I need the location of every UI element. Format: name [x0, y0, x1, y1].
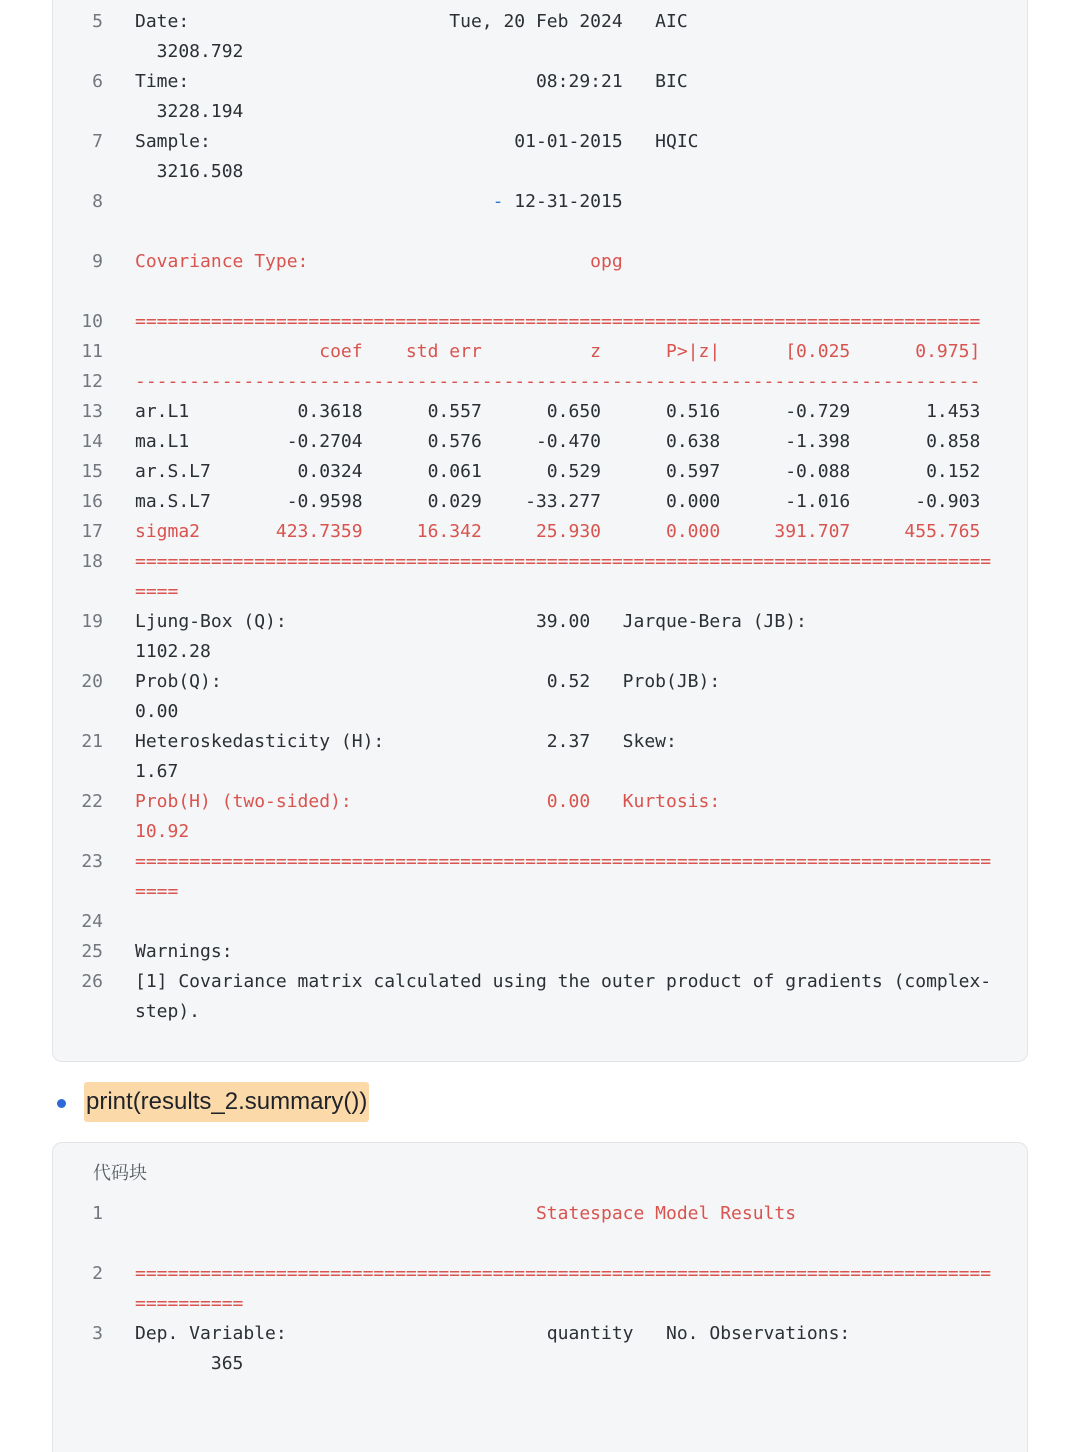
code-line: [53, 547, 1027, 577]
code-text: 0.00: [135, 701, 179, 722]
code-text: ==========: [135, 1293, 244, 1314]
code-text: [135, 187, 623, 217]
code-text: Prob(H) (two-sided): 0.00 Kurtosis:: [135, 791, 721, 812]
line-number: 5: [92, 11, 103, 32]
code-line: [53, 1199, 1027, 1229]
code-text: ===============================================================================: [135, 551, 992, 572]
code-line: [53, 187, 1027, 217]
code-text: Sample: 01-01-2015 HQIC: [135, 131, 699, 152]
line-number: 11: [81, 341, 103, 362]
code-line: [53, 37, 1027, 67]
code-text: ====: [135, 581, 179, 602]
code-line: [53, 1259, 1027, 1289]
code-line: [53, 277, 1027, 307]
code-line: [53, 7, 1027, 37]
code-line: [53, 997, 1027, 1027]
code-text: Prob(Q): 0.52 Prob(JB):: [135, 671, 721, 692]
code-block-output-1: [52, 0, 1028, 1062]
line-number: 6: [92, 71, 103, 92]
code-line: [53, 817, 1027, 847]
code-line: [53, 517, 1027, 547]
code-line: [53, 1349, 1027, 1379]
code-line: [53, 67, 1027, 97]
line-number: 19: [81, 611, 103, 632]
code-line: [53, 157, 1027, 187]
code-line: [53, 307, 1027, 337]
line-number: 8: [92, 191, 103, 212]
code-text: ==============================================================================: [135, 311, 981, 332]
code-line: [53, 847, 1027, 877]
code-text: [1] Covariance matrix calculated using the outer product of gradients (complex-: [135, 971, 992, 992]
code-text: 1.67: [135, 761, 179, 782]
code-line: [53, 877, 1027, 907]
line-number: 26: [81, 971, 103, 992]
code-text: 3216.508: [135, 161, 244, 182]
code-text: ------------------------------------------------------------------------------: [135, 371, 981, 392]
code-line: [53, 697, 1027, 727]
line-number: 15: [81, 461, 103, 482]
code-block-label: 代码块: [93, 1163, 147, 1184]
line-number: 14: [81, 431, 103, 452]
code-line: [53, 1289, 1027, 1319]
code-text: 365: [135, 1353, 244, 1374]
code-line: [53, 787, 1027, 817]
code-text: Covariance Type: opg: [135, 251, 623, 272]
date-range-dash: -: [492, 191, 504, 212]
line-number: 17: [81, 521, 103, 542]
code-text: Time: 08:29:21 BIC: [135, 71, 688, 92]
line-number: 25: [81, 941, 103, 962]
code-text: ar.S.L7 0.0324 0.061 0.529 0.597 -0.088 0.152: [135, 461, 981, 482]
line-number: 7: [92, 131, 103, 152]
line-number: 2: [92, 1263, 103, 1284]
line-number: 13: [81, 401, 103, 422]
line-number: 21: [81, 731, 103, 752]
code-line: [53, 97, 1027, 127]
line-number: 24: [81, 911, 103, 932]
code-line: [53, 487, 1027, 517]
code-text: Statespace Model Results: [135, 1203, 797, 1224]
code-line: [53, 637, 1027, 667]
code-line: [53, 127, 1027, 157]
code-text-part: 12-31-2015: [503, 191, 623, 212]
code-line: [53, 217, 1027, 247]
code-text: ====: [135, 881, 179, 902]
code-line: [53, 457, 1027, 487]
bullet-dot-icon: [57, 1099, 66, 1108]
highlighted-code-text[interactable]: print(results_2.summary()): [84, 1082, 369, 1122]
code-line: [53, 907, 1027, 937]
code-line: [53, 577, 1027, 607]
code-text: Ljung-Box (Q): 39.00 Jarque-Bera (JB):: [135, 611, 807, 632]
code-line: [53, 1319, 1027, 1349]
code-line: [53, 1229, 1027, 1259]
line-number: 12: [81, 371, 103, 392]
code-line: [53, 427, 1027, 457]
code-text: 3208.792: [135, 41, 244, 62]
line-number: 10: [81, 311, 103, 332]
code-line: [53, 337, 1027, 367]
code-text: ar.L1 0.3618 0.557 0.650 0.516 -0.729 1.453: [135, 401, 981, 422]
code-text: ma.L1 -0.2704 0.576 -0.470 0.638 -1.398 0.858: [135, 431, 981, 452]
code-line: [53, 607, 1027, 637]
code-text-part: [135, 191, 493, 212]
code-text: Warnings:: [135, 941, 233, 962]
code-text: coef std err z P>|z| [0.025 0.975]: [135, 341, 981, 362]
code-text: 1102.28: [135, 641, 211, 662]
code-text: Heteroskedasticity (H): 2.37 Skew:: [135, 731, 677, 752]
code-text: step).: [135, 1001, 201, 1022]
code-text: 10.92: [135, 821, 190, 842]
line-number: 3: [92, 1323, 103, 1344]
line-number: 16: [81, 491, 103, 512]
line-number: 22: [81, 791, 103, 812]
line-number: 1: [92, 1203, 103, 1224]
code-text: ===============================================================================: [135, 1263, 992, 1284]
code-text: ===============================================================================: [135, 851, 992, 872]
code-line: [53, 727, 1027, 757]
code-block-output-2: [52, 1142, 1028, 1452]
code-line: [53, 667, 1027, 697]
line-number: 20: [81, 671, 103, 692]
code-line: [53, 757, 1027, 787]
code-text: sigma2 423.7359 16.342 25.930 0.000 391.707 455.765: [135, 521, 981, 542]
code-text: ma.S.L7 -0.9598 0.029 -33.277 0.000 -1.016 -0.903: [135, 491, 981, 512]
line-number: 18: [81, 551, 103, 572]
line-number: 23: [81, 851, 103, 872]
code-line: [53, 397, 1027, 427]
code-line: [53, 247, 1027, 277]
code-line: [53, 937, 1027, 967]
line-number: 9: [92, 251, 103, 272]
code-line: [53, 967, 1027, 997]
code-text: Dep. Variable: quantity No. Observations:: [135, 1323, 851, 1344]
code-text: 3228.194: [135, 101, 244, 122]
code-text: Date: Tue, 20 Feb 2024 AIC: [135, 11, 688, 32]
code-line: [53, 367, 1027, 397]
